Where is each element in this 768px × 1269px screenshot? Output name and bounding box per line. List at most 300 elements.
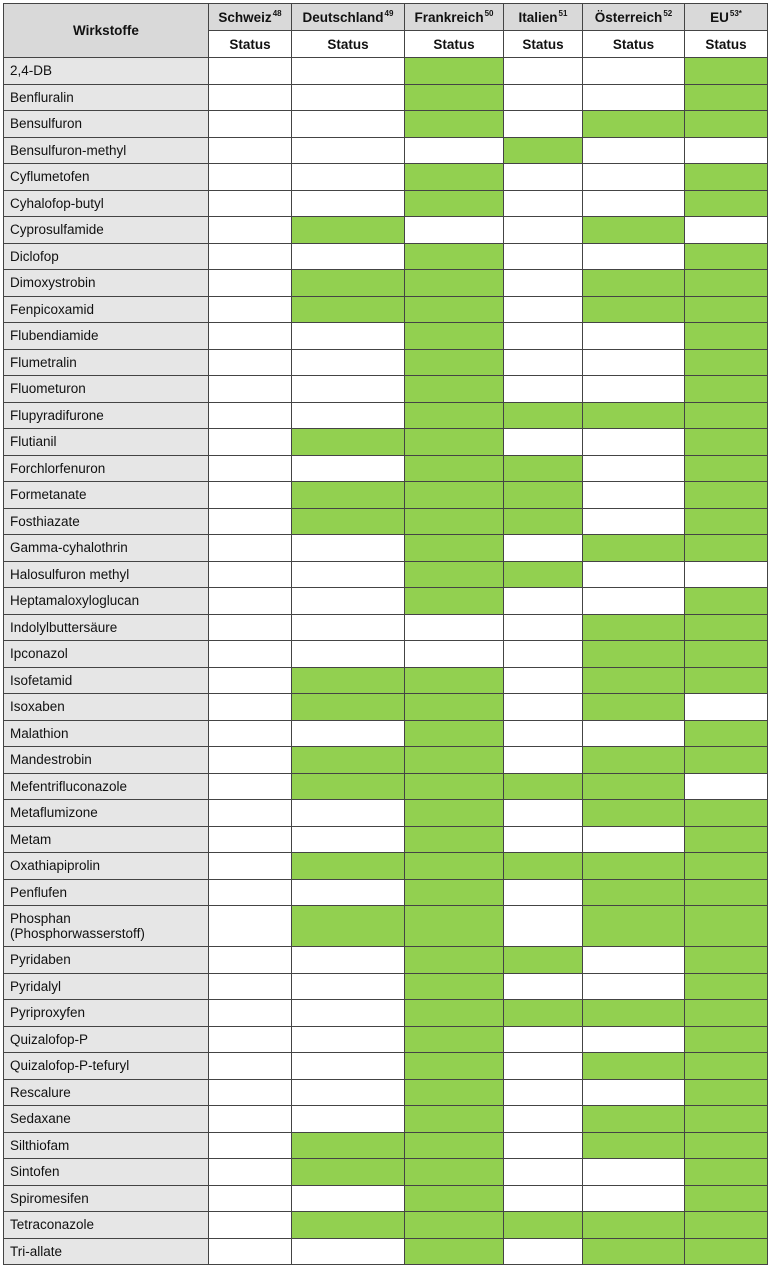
- status-cell-unmarked: [292, 641, 405, 668]
- status-cell-marked: [685, 482, 768, 509]
- status-cell-unmarked: [209, 535, 292, 562]
- substance-name: Oxathiapiprolin: [4, 853, 209, 880]
- table-row: [4, 694, 768, 721]
- status-cell-marked: [292, 429, 405, 456]
- status-cell-marked: [583, 217, 685, 244]
- table-row: [4, 588, 768, 615]
- status-cell-unmarked: [583, 323, 685, 350]
- table-row: [4, 1026, 768, 1053]
- header-country: Frankreich$^{50}$: [405, 4, 504, 31]
- status-cell-marked: [292, 906, 405, 947]
- substance-name: Sedaxane: [4, 1106, 209, 1133]
- status-cell-unmarked: [405, 217, 504, 244]
- status-cell-marked: [685, 243, 768, 270]
- status-cell-unmarked: [504, 1053, 583, 1080]
- status-cell-marked: [405, 1159, 504, 1186]
- status-cell-marked: [405, 667, 504, 694]
- substance-name: Bensulfuron: [4, 111, 209, 138]
- status-cell-unmarked: [292, 1000, 405, 1027]
- status-cell-unmarked: [583, 508, 685, 535]
- status-cell-unmarked: [209, 1000, 292, 1027]
- status-cell-marked: [583, 1212, 685, 1239]
- status-cell-marked: [405, 270, 504, 297]
- status-cell-marked: [685, 906, 768, 947]
- status-cell-unmarked: [209, 588, 292, 615]
- substance-name: Gamma-cyhalothrin: [4, 535, 209, 562]
- table-row: [4, 535, 768, 562]
- status-cell-unmarked: [583, 1159, 685, 1186]
- status-cell-unmarked: [209, 1132, 292, 1159]
- status-cell-unmarked: [292, 973, 405, 1000]
- status-cell-unmarked: [504, 694, 583, 721]
- status-cell-unmarked: [583, 84, 685, 111]
- header-wirkstoffe: Wirkstoffe: [4, 4, 209, 58]
- status-cell-marked: [583, 773, 685, 800]
- status-cell-marked: [583, 1053, 685, 1080]
- status-cell-marked: [583, 1000, 685, 1027]
- table-row: [4, 973, 768, 1000]
- table-row: [4, 947, 768, 974]
- table-row: [4, 58, 768, 85]
- status-cell-unmarked: [685, 561, 768, 588]
- status-cell-marked: [583, 535, 685, 562]
- table-row: [4, 111, 768, 138]
- status-cell-marked: [504, 773, 583, 800]
- status-cell-marked: [685, 879, 768, 906]
- status-cell-marked: [405, 429, 504, 456]
- status-cell-unmarked: [583, 376, 685, 403]
- status-cell-unmarked: [292, 1053, 405, 1080]
- substance-name: Formetanate: [4, 482, 209, 509]
- status-cell-unmarked: [292, 243, 405, 270]
- status-cell-marked: [292, 694, 405, 721]
- status-cell-marked: [583, 111, 685, 138]
- status-cell-unmarked: [292, 1079, 405, 1106]
- status-cell-marked: [583, 800, 685, 827]
- status-cell-unmarked: [209, 1053, 292, 1080]
- status-cell-marked: [405, 349, 504, 376]
- status-cell-unmarked: [504, 1238, 583, 1265]
- status-cell-marked: [292, 667, 405, 694]
- status-cell-unmarked: [583, 243, 685, 270]
- status-cell-unmarked: [209, 58, 292, 85]
- status-cell-unmarked: [504, 973, 583, 1000]
- status-cell-marked: [405, 906, 504, 947]
- table-row: [4, 1132, 768, 1159]
- status-cell-unmarked: [583, 1026, 685, 1053]
- status-cell-marked: [583, 694, 685, 721]
- status-cell-unmarked: [504, 667, 583, 694]
- table-row: [4, 1106, 768, 1133]
- status-cell-unmarked: [583, 1185, 685, 1212]
- status-cell-unmarked: [504, 1185, 583, 1212]
- status-cell-unmarked: [209, 747, 292, 774]
- status-cell-marked: [583, 270, 685, 297]
- substance-name: Metaflumizone: [4, 800, 209, 827]
- status-cell-marked: [405, 1238, 504, 1265]
- status-cell-marked: [292, 217, 405, 244]
- table-row: [4, 243, 768, 270]
- status-cell-unmarked: [292, 535, 405, 562]
- status-cell-marked: [405, 508, 504, 535]
- status-cell-unmarked: [292, 455, 405, 482]
- status-cell-unmarked: [583, 482, 685, 509]
- substance-name: Pyridaben: [4, 947, 209, 974]
- status-cell-unmarked: [405, 614, 504, 641]
- status-cell-unmarked: [504, 296, 583, 323]
- status-cell-marked: [292, 482, 405, 509]
- status-cell-marked: [583, 402, 685, 429]
- status-cell-unmarked: [209, 429, 292, 456]
- status-cell-unmarked: [504, 879, 583, 906]
- status-cell-unmarked: [209, 1238, 292, 1265]
- status-cell-unmarked: [209, 1185, 292, 1212]
- status-cell-marked: [685, 349, 768, 376]
- status-cell-marked: [685, 1212, 768, 1239]
- table-row: [4, 1185, 768, 1212]
- status-cell-unmarked: [504, 243, 583, 270]
- status-cell-unmarked: [209, 164, 292, 191]
- status-cell-marked: [685, 1238, 768, 1265]
- status-cell-marked: [504, 853, 583, 880]
- status-cell-marked: [685, 720, 768, 747]
- status-cell-unmarked: [504, 349, 583, 376]
- status-cell-marked: [685, 667, 768, 694]
- substance-name: Cyflumetofen: [4, 164, 209, 191]
- status-cell-unmarked: [583, 190, 685, 217]
- status-cell-unmarked: [209, 243, 292, 270]
- status-cell-unmarked: [583, 455, 685, 482]
- status-cell-unmarked: [292, 1238, 405, 1265]
- status-cell-marked: [583, 853, 685, 880]
- status-cell-marked: [405, 376, 504, 403]
- substance-name: Ipconazol: [4, 641, 209, 668]
- table-row: [4, 482, 768, 509]
- status-cell-unmarked: [504, 906, 583, 947]
- table-row: [4, 164, 768, 191]
- status-cell-marked: [405, 402, 504, 429]
- status-cell-unmarked: [504, 1079, 583, 1106]
- status-cell-unmarked: [504, 58, 583, 85]
- status-cell-marked: [583, 667, 685, 694]
- status-cell-unmarked: [292, 376, 405, 403]
- status-cell-unmarked: [209, 84, 292, 111]
- status-cell-marked: [504, 455, 583, 482]
- status-cell-marked: [405, 58, 504, 85]
- status-cell-unmarked: [504, 190, 583, 217]
- substance-name: Phosphan (Phosphorwasserstoff): [4, 906, 209, 947]
- status-cell-marked: [685, 1106, 768, 1133]
- status-cell-marked: [685, 164, 768, 191]
- status-cell-marked: [292, 270, 405, 297]
- status-cell-unmarked: [209, 667, 292, 694]
- status-cell-marked: [685, 1000, 768, 1027]
- status-cell-marked: [685, 1079, 768, 1106]
- status-cell-marked: [405, 879, 504, 906]
- substance-name: Heptamaloxyloglucan: [4, 588, 209, 615]
- status-cell-unmarked: [209, 376, 292, 403]
- table-row: [4, 429, 768, 456]
- status-cell-unmarked: [504, 429, 583, 456]
- status-cell-unmarked: [504, 1132, 583, 1159]
- substance-name: Forchlorfenuron: [4, 455, 209, 482]
- status-cell-unmarked: [292, 402, 405, 429]
- status-cell-marked: [405, 1000, 504, 1027]
- status-cell-unmarked: [209, 800, 292, 827]
- status-cell-marked: [685, 747, 768, 774]
- status-cell-marked: [405, 1026, 504, 1053]
- status-cell-unmarked: [209, 826, 292, 853]
- status-cell-marked: [405, 1132, 504, 1159]
- substance-name: Tetraconazole: [4, 1212, 209, 1239]
- status-cell-unmarked: [504, 270, 583, 297]
- status-cell-marked: [292, 773, 405, 800]
- status-cell-unmarked: [504, 376, 583, 403]
- status-cell-unmarked: [583, 588, 685, 615]
- status-cell-unmarked: [583, 429, 685, 456]
- status-cell-marked: [504, 137, 583, 164]
- substance-name: Mandestrobin: [4, 747, 209, 774]
- status-cell-unmarked: [292, 588, 405, 615]
- status-cell-marked: [504, 402, 583, 429]
- status-cell-marked: [685, 111, 768, 138]
- header-country: Italien$^{51}$: [504, 4, 583, 31]
- status-cell-unmarked: [504, 720, 583, 747]
- table-row: [4, 879, 768, 906]
- substance-name: Fluometuron: [4, 376, 209, 403]
- substance-name: Cyhalofop-butyl: [4, 190, 209, 217]
- status-cell-marked: [685, 826, 768, 853]
- status-cell-unmarked: [583, 164, 685, 191]
- status-cell-marked: [583, 1132, 685, 1159]
- status-cell-marked: [405, 164, 504, 191]
- substance-name: Isoxaben: [4, 694, 209, 721]
- status-cell-marked: [685, 800, 768, 827]
- status-cell-marked: [405, 973, 504, 1000]
- status-cell-marked: [405, 482, 504, 509]
- status-cell-unmarked: [209, 973, 292, 1000]
- header-country: Österreich$^{52}$: [583, 4, 685, 31]
- status-cell-marked: [583, 641, 685, 668]
- status-cell-marked: [685, 402, 768, 429]
- status-cell-unmarked: [504, 164, 583, 191]
- table-row: [4, 1212, 768, 1239]
- substance-name: Quizalofop-P-tefuryl: [4, 1053, 209, 1080]
- table-row: [4, 349, 768, 376]
- status-cell-marked: [405, 853, 504, 880]
- status-cell-marked: [504, 561, 583, 588]
- substance-name: Cyprosulfamide: [4, 217, 209, 244]
- status-cell-marked: [583, 1106, 685, 1133]
- status-cell-unmarked: [209, 773, 292, 800]
- status-cell-unmarked: [292, 1106, 405, 1133]
- substance-name: Penflufen: [4, 879, 209, 906]
- status-cell-unmarked: [504, 1026, 583, 1053]
- table-row: [4, 137, 768, 164]
- substance-name: Rescalure: [4, 1079, 209, 1106]
- status-cell-unmarked: [209, 349, 292, 376]
- status-cell-unmarked: [504, 614, 583, 641]
- table-row: [4, 323, 768, 350]
- substance-name: Halosulfuron methyl: [4, 561, 209, 588]
- table-row: [4, 270, 768, 297]
- table-row: [4, 508, 768, 535]
- status-cell-marked: [405, 561, 504, 588]
- header-country: Deutschland$^{49}$: [292, 4, 405, 31]
- status-cell-marked: [504, 1000, 583, 1027]
- status-cell-unmarked: [504, 641, 583, 668]
- status-cell-unmarked: [209, 270, 292, 297]
- status-cell-marked: [405, 1053, 504, 1080]
- table-row: [4, 641, 768, 668]
- table-row: [4, 402, 768, 429]
- status-cell-unmarked: [292, 800, 405, 827]
- status-cell-marked: [685, 1026, 768, 1053]
- status-cell-marked: [583, 296, 685, 323]
- status-cell-marked: [405, 84, 504, 111]
- status-cell-unmarked: [209, 402, 292, 429]
- status-cell-marked: [405, 947, 504, 974]
- status-cell-unmarked: [685, 773, 768, 800]
- status-cell-marked: [405, 1185, 504, 1212]
- table-row: [4, 217, 768, 244]
- status-cell-marked: [405, 535, 504, 562]
- status-cell-unmarked: [209, 1026, 292, 1053]
- substance-name: Benfluralin: [4, 84, 209, 111]
- status-cell-marked: [504, 1212, 583, 1239]
- table-row: [4, 561, 768, 588]
- status-cell-unmarked: [292, 349, 405, 376]
- substance-name: Bensulfuron-methyl: [4, 137, 209, 164]
- status-cell-unmarked: [209, 111, 292, 138]
- status-cell-unmarked: [504, 1159, 583, 1186]
- status-cell-unmarked: [209, 455, 292, 482]
- table-row: [4, 1159, 768, 1186]
- status-cell-unmarked: [292, 190, 405, 217]
- status-cell-marked: [405, 323, 504, 350]
- substance-name: Flupyradifurone: [4, 402, 209, 429]
- status-cell-marked: [405, 111, 504, 138]
- status-cell-unmarked: [292, 164, 405, 191]
- header-status: Status: [405, 31, 504, 58]
- table-row: [4, 614, 768, 641]
- status-cell-marked: [504, 508, 583, 535]
- status-cell-marked: [685, 1159, 768, 1186]
- status-cell-marked: [583, 747, 685, 774]
- status-cell-marked: [685, 614, 768, 641]
- table-row: [4, 296, 768, 323]
- table-row: [4, 1079, 768, 1106]
- status-cell-unmarked: [292, 58, 405, 85]
- wirkstoffe-table: [3, 3, 768, 1265]
- status-cell-unmarked: [209, 1079, 292, 1106]
- status-cell-marked: [685, 296, 768, 323]
- table-row: [4, 773, 768, 800]
- table-body: [4, 58, 768, 1265]
- status-cell-unmarked: [209, 614, 292, 641]
- table-row: [4, 800, 768, 827]
- substance-name: Isofetamid: [4, 667, 209, 694]
- status-cell-unmarked: [583, 561, 685, 588]
- status-cell-unmarked: [504, 323, 583, 350]
- substance-name: Pyridalyl: [4, 973, 209, 1000]
- status-cell-marked: [292, 747, 405, 774]
- status-cell-marked: [405, 694, 504, 721]
- status-cell-unmarked: [292, 1026, 405, 1053]
- substance-name: Mefentrifluconazole: [4, 773, 209, 800]
- status-cell-marked: [685, 376, 768, 403]
- table-row: [4, 84, 768, 111]
- status-cell-unmarked: [405, 137, 504, 164]
- status-cell-unmarked: [209, 1159, 292, 1186]
- table-row: [4, 1238, 768, 1265]
- status-cell-unmarked: [685, 694, 768, 721]
- status-cell-marked: [292, 853, 405, 880]
- status-cell-marked: [685, 641, 768, 668]
- status-cell-unmarked: [209, 296, 292, 323]
- status-cell-marked: [292, 1212, 405, 1239]
- status-cell-marked: [685, 190, 768, 217]
- status-cell-marked: [405, 800, 504, 827]
- status-cell-marked: [685, 58, 768, 85]
- status-cell-marked: [405, 747, 504, 774]
- substance-name: Diclofop: [4, 243, 209, 270]
- status-cell-unmarked: [209, 482, 292, 509]
- status-cell-marked: [405, 773, 504, 800]
- header-status: Status: [209, 31, 292, 58]
- status-cell-marked: [685, 508, 768, 535]
- status-cell-unmarked: [292, 947, 405, 974]
- substance-name: Malathion: [4, 720, 209, 747]
- status-cell-marked: [405, 720, 504, 747]
- substance-name: 2,4-DB: [4, 58, 209, 85]
- substance-name: Flumetralin: [4, 349, 209, 376]
- status-cell-marked: [685, 84, 768, 111]
- status-cell-marked: [583, 614, 685, 641]
- status-cell-marked: [504, 482, 583, 509]
- header-country: $EU^{53*}$: [685, 4, 768, 31]
- status-cell-unmarked: [504, 535, 583, 562]
- status-cell-unmarked: [209, 947, 292, 974]
- status-cell-unmarked: [292, 879, 405, 906]
- status-cell-marked: [405, 243, 504, 270]
- status-cell-unmarked: [209, 1106, 292, 1133]
- status-cell-unmarked: [583, 947, 685, 974]
- status-cell-unmarked: [209, 217, 292, 244]
- table-row: [4, 906, 768, 947]
- table-row: [4, 190, 768, 217]
- table-row: [4, 455, 768, 482]
- status-cell-unmarked: [209, 190, 292, 217]
- status-cell-marked: [292, 508, 405, 535]
- status-cell-unmarked: [504, 111, 583, 138]
- status-cell-marked: [685, 323, 768, 350]
- status-cell-unmarked: [583, 58, 685, 85]
- status-cell-marked: [685, 455, 768, 482]
- status-cell-marked: [685, 947, 768, 974]
- status-cell-unmarked: [292, 826, 405, 853]
- status-cell-marked: [685, 1053, 768, 1080]
- status-cell-unmarked: [583, 720, 685, 747]
- header-status: Status: [685, 31, 768, 58]
- substance-name: Dimoxystrobin: [4, 270, 209, 297]
- substance-name: Quizalofop-P: [4, 1026, 209, 1053]
- status-cell-unmarked: [209, 641, 292, 668]
- substance-name: Pyriproxyfen: [4, 1000, 209, 1027]
- substance-name: Sintofen: [4, 1159, 209, 1186]
- table-row: [4, 826, 768, 853]
- status-cell-unmarked: [504, 800, 583, 827]
